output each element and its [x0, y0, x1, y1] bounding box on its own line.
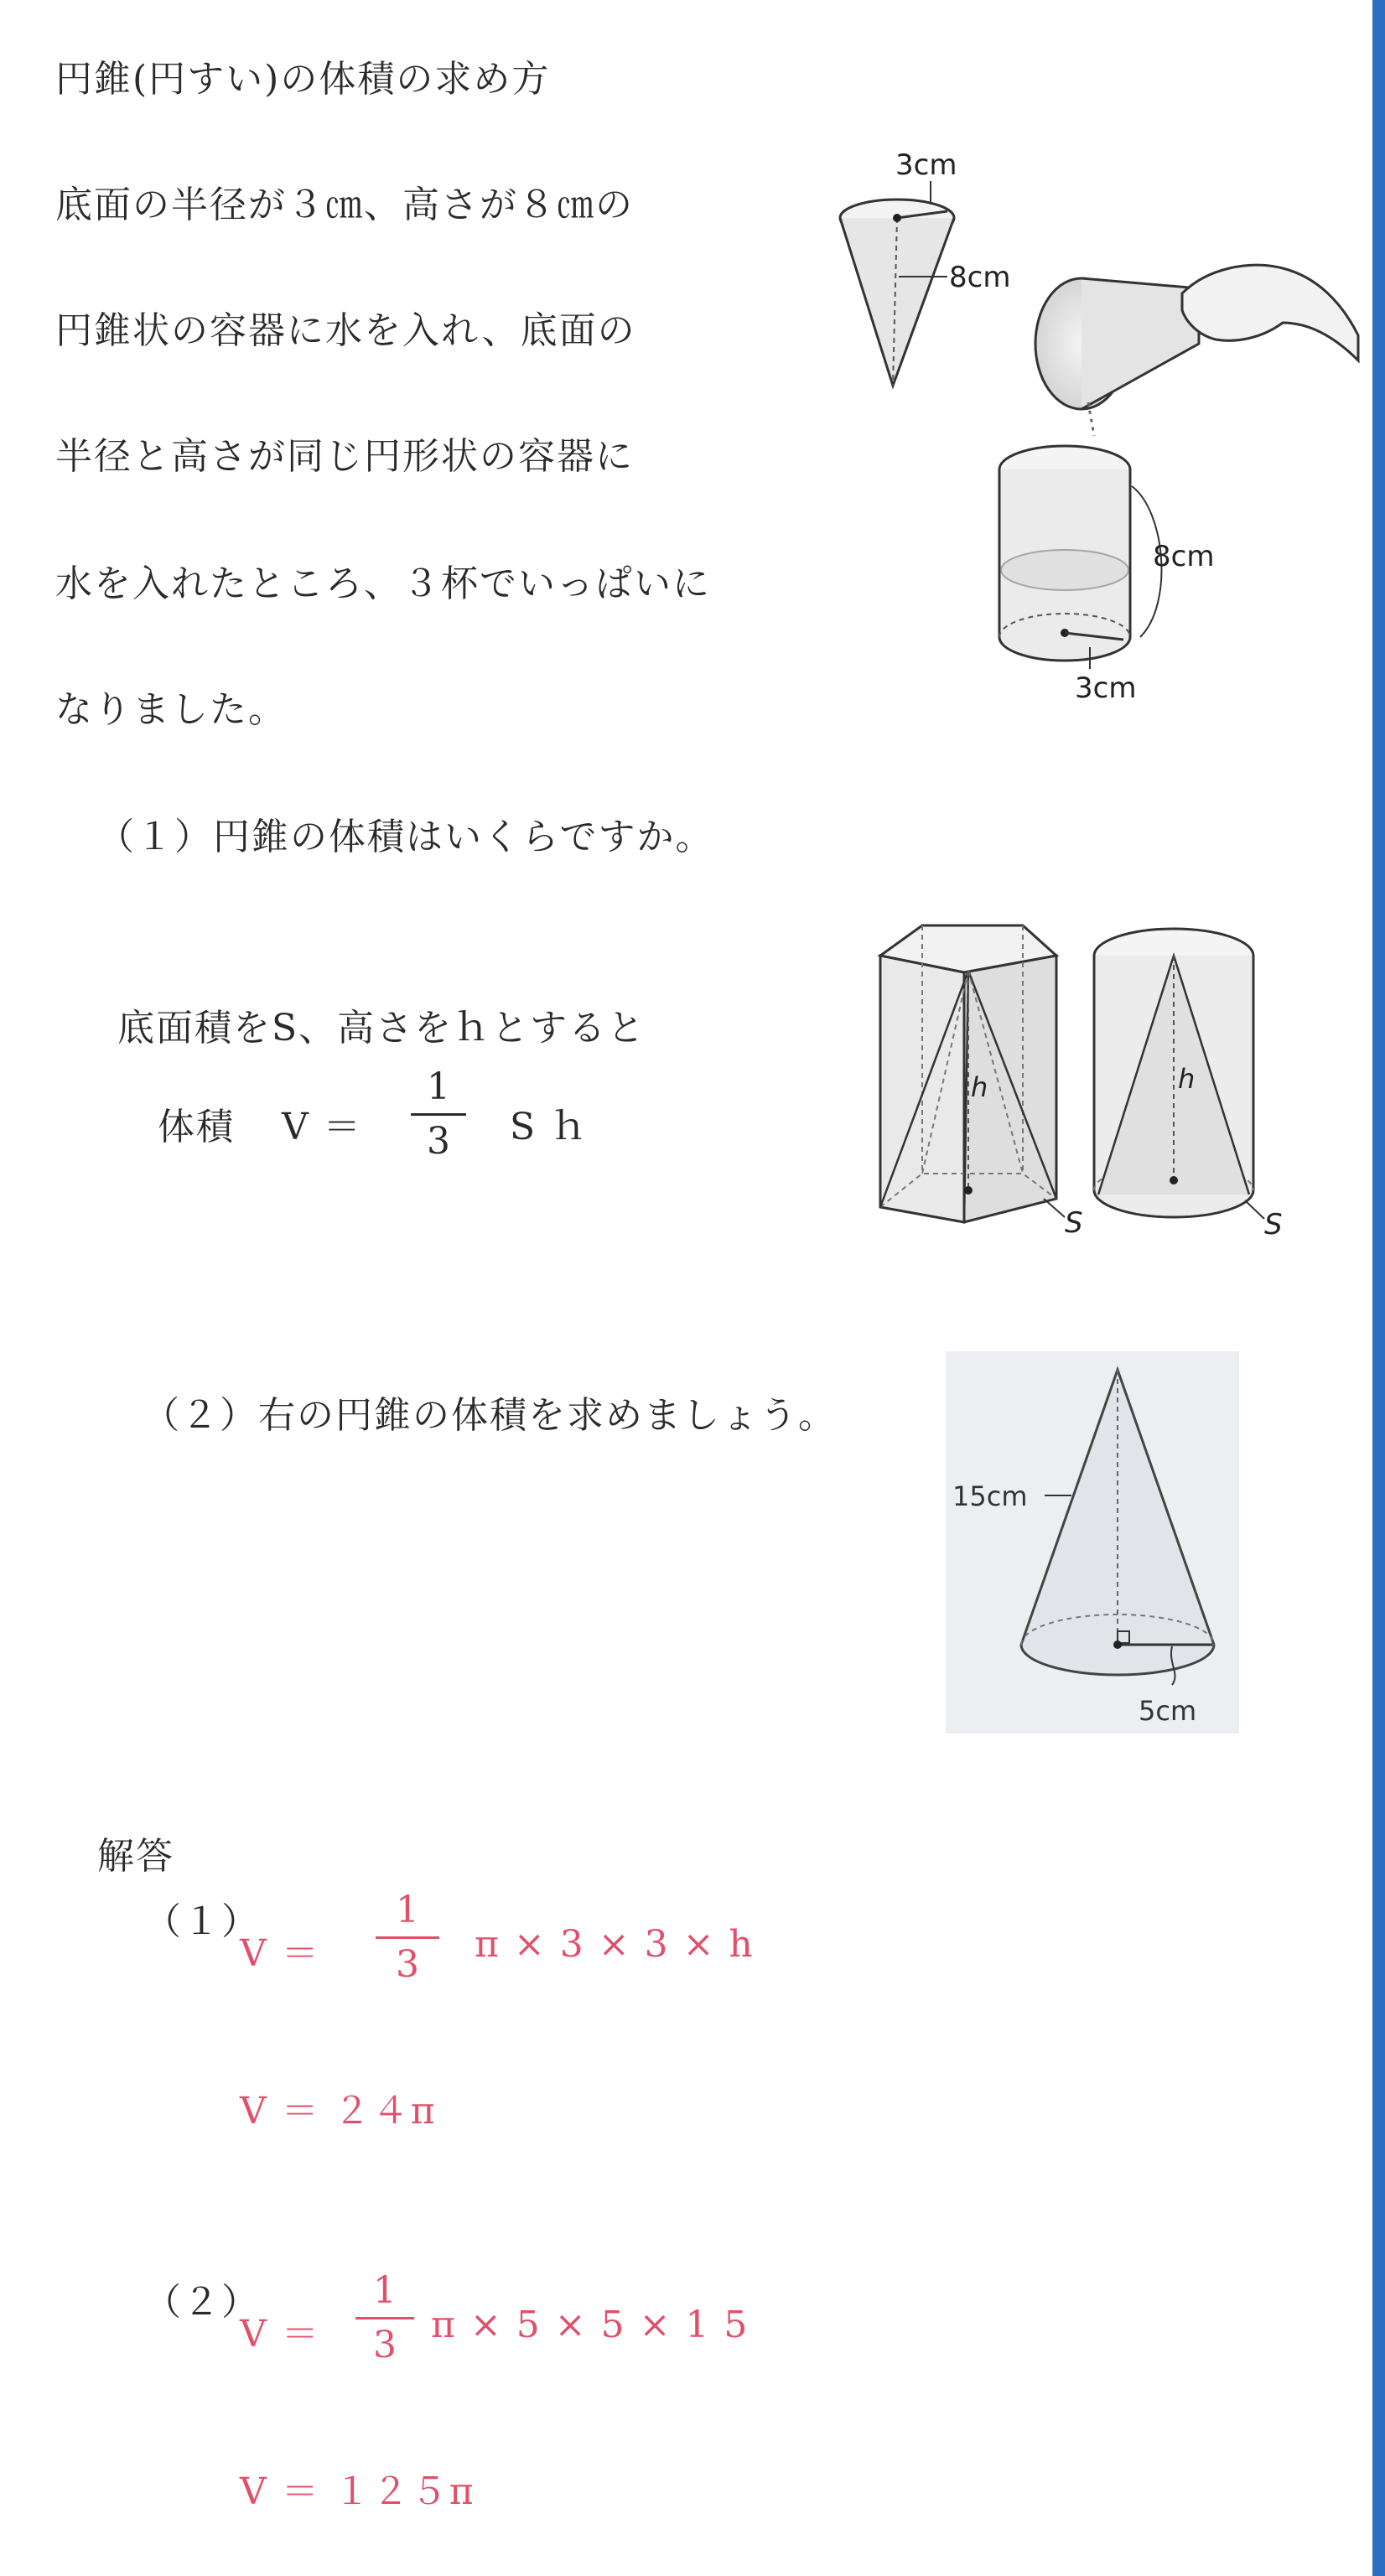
answer-1-label: （１） — [144, 1900, 260, 1943]
slant-height-label: 15cm — [952, 1480, 1028, 1512]
cone-height-label: 8cm — [949, 261, 1011, 294]
hand-illustration — [1182, 265, 1358, 360]
answer-1-denominator: 3 — [396, 1943, 419, 1986]
question-1: （１）円錐の体積はいくらですか。 — [97, 816, 714, 858]
cyl-height-label: 8cm — [1153, 540, 1215, 573]
cone-pouring-figure — [813, 134, 1367, 713]
answer-2-rhs: π × 5 × 5 × 1 5 — [431, 2304, 750, 2346]
answer-2-fraction — [355, 2268, 414, 2368]
formula-intro: 底面積をS、高さをｈとすると — [117, 1007, 646, 1050]
formula-rhs: S ｈ — [510, 1106, 589, 1148]
cone-body — [840, 218, 954, 386]
answer-heading: 解答 — [97, 1835, 174, 1878]
intro-line-2: 円錐状の容器に水を入れ、底面の — [55, 309, 636, 352]
formula-fraction — [411, 1065, 466, 1164]
answer-1-rhs: π × 3 × 3 × h — [475, 1923, 755, 1966]
intro-line-5: なりました。 — [55, 688, 287, 731]
formula-volume-label: 体積 — [158, 1106, 235, 1148]
answer-1-numerator: 1 — [396, 1889, 419, 1931]
answer-1-result: V ＝ ２４π — [240, 2090, 437, 2133]
top-radius-label: 3cm — [895, 148, 957, 182]
answer-1-fraction — [376, 1888, 439, 1988]
cyl-h-label: h — [1178, 1063, 1196, 1095]
answer-2-numerator: 1 — [373, 2269, 397, 2312]
answer-2-lhs: V ＝ — [240, 2313, 320, 2356]
answer-2-result: V ＝ １２５π — [240, 2470, 475, 2513]
answer-2-label: （２） — [144, 2281, 260, 2324]
intro-line-3: 半径と高さが同じ円形状の容器に — [55, 435, 634, 478]
page-title: 円錐(円すい)の体積の求め方 — [55, 58, 551, 101]
formula-numerator: 1 — [427, 1065, 450, 1108]
cone-15cm-figure — [946, 1351, 1239, 1734]
prism-s-label: S — [1065, 1206, 1083, 1240]
formula-denominator: 3 — [427, 1120, 450, 1163]
prism-h-label: h — [971, 1071, 988, 1103]
prism-cylinder-figure — [864, 905, 1299, 1257]
answer-2-denominator: 3 — [373, 2324, 397, 2366]
intro-line-1: 底面の半径が３㎝、高さが８㎝の — [55, 184, 634, 226]
base-radius-label: 5cm — [1139, 1695, 1197, 1727]
question-2: （２）右の円錐の体積を求めましょう。 — [143, 1394, 837, 1437]
intro-line-4: 水を入れたところ、３杯でいっぱいに — [55, 562, 711, 605]
cyl-radius-label: 3cm — [1075, 671, 1137, 705]
formula-lhs: V ＝ — [282, 1106, 362, 1148]
answer-1-lhs: V ＝ — [240, 1932, 320, 1975]
cyl-s-label: S — [1264, 1208, 1283, 1241]
right-edge-strip — [1372, 0, 1385, 2576]
